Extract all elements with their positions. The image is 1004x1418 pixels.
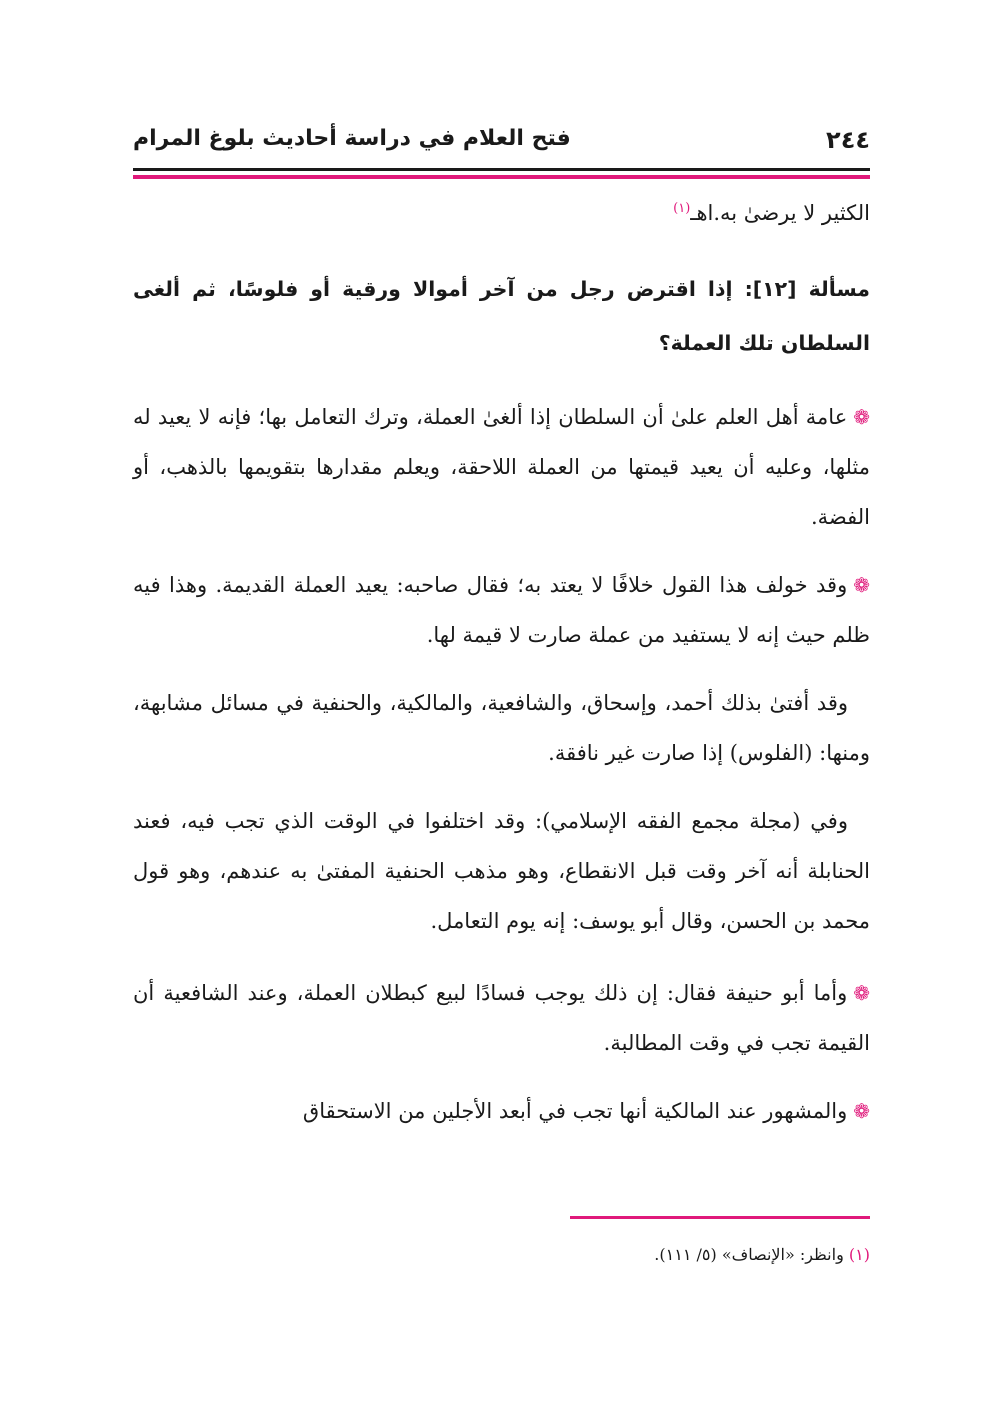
footnote-reference[interactable]: (١) bbox=[673, 201, 691, 216]
footnote-separator bbox=[570, 1216, 870, 1219]
footnote-number: (١) bbox=[848, 1245, 870, 1264]
header-rule-pink bbox=[133, 175, 870, 179]
paragraph-1 bbox=[133, 392, 870, 542]
flower-bullet-icon: ❁ bbox=[853, 1099, 870, 1123]
running-header bbox=[133, 118, 870, 174]
flower-bullet-icon: ❁ bbox=[853, 981, 870, 1005]
paragraph-5 bbox=[133, 968, 870, 1068]
paragraph-6 bbox=[133, 1086, 870, 1136]
footnote-text: وانظر: «الإنصاف» (٥/ ١١١). bbox=[654, 1245, 844, 1264]
question-heading: مسألة [١٢]: إذا اقترض رجل من آخر أموالا ورقية أو فلوسًا، ثم ألغى السلطان تلك العملة؟ bbox=[133, 277, 870, 355]
paragraph-1-text: عامة أهل العلم علىٰ أن السلطان إذا ألغىٰ العملة، وترك التعامل بها؛ فإنه لا يعيد له مثلها، وعليه أن يعيد قيمتها من العملة اللاحقة، ويعلم مقدارها بتقويمها بالذهب، أو الفضة. bbox=[133, 405, 870, 529]
flower-bullet-icon: ❁ bbox=[853, 573, 870, 597]
paragraph-2 bbox=[133, 560, 870, 660]
paragraph-5-text: وأما أبو حنيفة فقال: إن ذلك يوجب فسادًا لبيع كبطلان العملة، وعند الشافعية أن القيمة تجب في وقت المطالبة. bbox=[133, 981, 870, 1055]
paragraph-4: وفي (مجلة مجمع الفقه الإسلامي): وقد اختلفوا في الوقت الذي تجب فيه، فعند الحنابلة أنه آخر وقت قبل الانقطاع، وهو مذهب الحنفية المفتىٰ به عندهم، وهو قول محمد بن الحسن، وقال أبو يوسف: إنه يوم التعامل. bbox=[133, 809, 870, 933]
main-text bbox=[133, 188, 870, 1136]
continued-line bbox=[133, 188, 870, 238]
book-title: فتح العلام في دراسة أحاديث بلوغ المرام bbox=[133, 126, 571, 151]
flower-bullet-icon: ❁ bbox=[853, 405, 870, 429]
continued-text: الكثير لا يرضىٰ به.اهـ bbox=[690, 201, 870, 225]
page-number: ٢٤٤ bbox=[826, 126, 870, 154]
header-rule-black bbox=[133, 168, 870, 171]
footnote bbox=[133, 1240, 870, 1270]
paragraph-2-text: وقد خولف هذا القول خلافًا لا يعتد به؛ فقال صاحبه: يعيد العملة القديمة. وهذا فيه ظلم حيث إنه لا يستفيد من عملة صارت لا قيمة لها. bbox=[133, 573, 870, 647]
paragraph-3: وقد أفتىٰ بذلك أحمد، وإسحاق، والشافعية، والمالكية، والحنفية في مسائل مشابهة، ومنها: (الفلوس) إذا صارت غير نافقة. bbox=[133, 691, 870, 765]
paragraph-6-text: والمشهور عند المالكية أنها تجب في أبعد الأجلين من الاستحقاق bbox=[302, 1099, 848, 1123]
